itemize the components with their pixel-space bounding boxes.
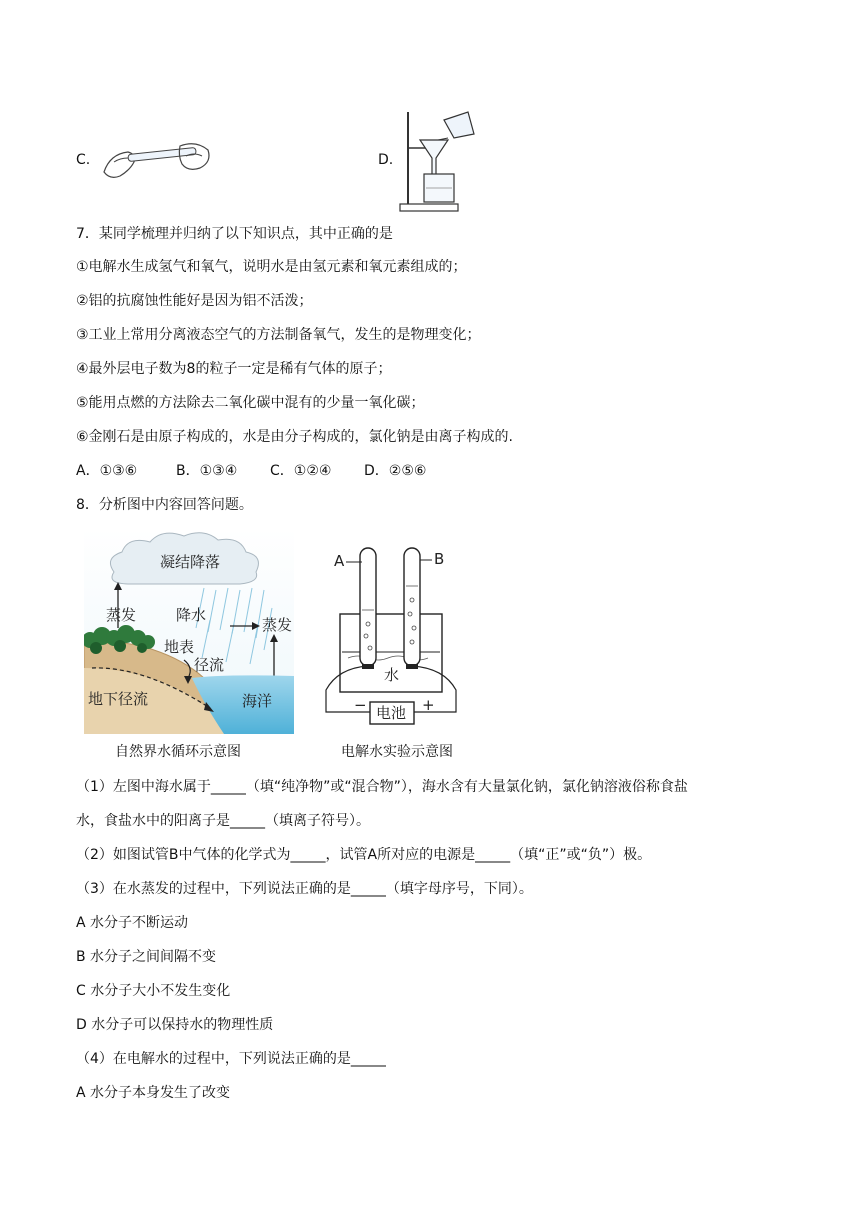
- option-c-label: C.: [76, 152, 91, 168]
- q8-sub3: （3）在水蒸发的过程中，下列说法正确的是_____（填字母序号，下同）。: [76, 881, 533, 897]
- q7-option-c: C．①②④: [270, 463, 332, 479]
- q8-sub4: （4）在电解水的过程中，下列说法正确的是_____: [76, 1051, 386, 1067]
- q8-sub3-option-c: C 水分子大小不发生变化: [76, 983, 231, 999]
- q7-stem: 7．某同学梳理并归纳了以下知识点，其中正确的是: [76, 226, 393, 242]
- q8-sub3-option-b: B 水分子之间间隔不变: [76, 949, 217, 965]
- q8-sub3-option-a: A 水分子不断运动: [76, 915, 189, 931]
- q7-item-6: ⑥金刚石是由原子构成的，水是由分子构成的，氯化钠是由离子构成的.: [76, 429, 513, 445]
- battery-label: 电池: [376, 704, 407, 722]
- plus-sign: +: [422, 696, 435, 714]
- q8-sub1-line1: （1）左图中海水属于_____（填“纯净物”或“混合物”），海水含有大量氯化钠，氯化钠溶液俗称食盐: [76, 779, 688, 795]
- q7-item-5: ⑤能用点燃的方法除去二氧化碳中混有的少量一氧化碳；: [76, 395, 425, 411]
- evaporation-right-label: 蒸发: [262, 616, 293, 634]
- water-label: 水: [384, 666, 400, 684]
- tube-b-label: B: [434, 550, 445, 568]
- q7-item-2: ②铝的抗腐蚀性能好是因为铝不活泼；: [76, 293, 313, 309]
- cloud-label: 凝结降落: [160, 553, 221, 571]
- q7-option-a: A．①③⑥: [76, 463, 138, 479]
- q8-stem: 8．分析图中内容回答问题。: [76, 497, 253, 513]
- underground-runoff-label: 地下径流: [88, 690, 149, 708]
- q7-option-b: B．①③④: [176, 463, 238, 479]
- ocean-label: 海洋: [242, 692, 273, 710]
- q8-sub3-option-d: D 水分子可以保持水的物理性质: [76, 1017, 274, 1033]
- filtration-apparatus-image: [398, 108, 478, 214]
- option-d-label: D.: [378, 152, 394, 168]
- minus-sign: −: [354, 696, 367, 714]
- evaporation-left-label: 蒸发: [106, 606, 137, 624]
- q7-item-3: ③工业上常用分离液态空气的方法制备氧气，发生的是物理变化；: [76, 327, 481, 343]
- water-cycle-figure: [84, 528, 294, 734]
- q7-option-d: D．②⑤⑥: [364, 463, 427, 479]
- q8-sub4-option-a: A 水分子本身发生了改变: [76, 1085, 231, 1101]
- electrolysis-caption: 电解水实验示意图: [341, 744, 453, 760]
- q7-item-4: ④最外层电子数为8的粒子一定是稀有气体的原子；: [76, 361, 392, 377]
- surface-label: 地表: [164, 638, 195, 656]
- test-tube-hands-image: [100, 132, 215, 187]
- water-cycle-caption: 自然界水循环示意图: [115, 744, 241, 760]
- electrolysis-figure: [318, 540, 463, 735]
- tube-a-label: A: [334, 552, 345, 570]
- rain-label: 降水: [176, 606, 207, 624]
- runoff-label: 径流: [194, 656, 225, 674]
- q8-sub1-line2: 水，食盐水中的阳离子是_____（填离子符号）。: [76, 813, 370, 829]
- q8-sub2: （2）如图试管B中气体的化学式为_____，试管A所对应的电源是_____（填“正”或“负”）极。: [76, 847, 652, 863]
- q7-item-1: ①电解水生成氢气和氧气，说明水是由氢元素和氧元素组成的；: [76, 259, 467, 275]
